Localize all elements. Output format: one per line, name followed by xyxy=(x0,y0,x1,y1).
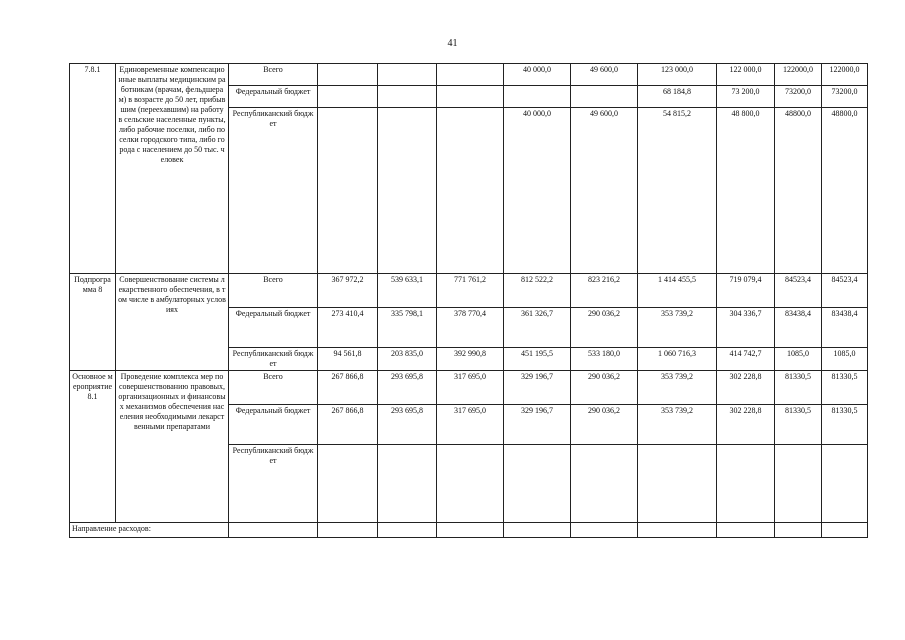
funding-source-label: Всего xyxy=(229,371,318,405)
value-cell xyxy=(318,108,378,274)
funding-source-label: Федеральный бюджет xyxy=(229,405,318,445)
value-cell: 1085,0 xyxy=(775,348,822,371)
value-cell xyxy=(504,86,571,108)
value-cell xyxy=(378,445,437,523)
value-cell: 353 739,2 xyxy=(638,308,717,348)
value-cell: 367 972,2 xyxy=(318,274,378,308)
value-cell: 122000,0 xyxy=(775,64,822,86)
row-name: Совершенствование системы лекарственного обеспечения, в том числе в амбулаторных условиях xyxy=(116,274,229,371)
value-cell: 48 800,0 xyxy=(717,108,775,274)
value-cell: 353 739,2 xyxy=(638,405,717,445)
expense-direction-label: Направление расходов: xyxy=(70,523,229,538)
value-cell: 81330,5 xyxy=(822,405,868,445)
value-cell xyxy=(378,86,437,108)
value-cell: 81330,5 xyxy=(822,371,868,405)
funding-source-label: Федеральный бюджет xyxy=(229,308,318,348)
value-cell: 83438,4 xyxy=(822,308,868,348)
value-cell: 317 695,0 xyxy=(437,405,504,445)
empty-cell xyxy=(229,523,318,538)
value-cell: 304 336,7 xyxy=(717,308,775,348)
value-cell: 83438,4 xyxy=(775,308,822,348)
budget-table xyxy=(69,63,868,538)
value-cell xyxy=(437,445,504,523)
value-cell xyxy=(437,64,504,86)
value-cell: 539 633,1 xyxy=(378,274,437,308)
empty-cell xyxy=(822,523,868,538)
value-cell: 353 739,2 xyxy=(638,371,717,405)
table-row xyxy=(70,274,868,308)
value-cell: 73 200,0 xyxy=(717,86,775,108)
empty-cell xyxy=(571,523,638,538)
value-cell: 293 695,8 xyxy=(378,371,437,405)
empty-cell xyxy=(437,523,504,538)
value-cell: 267 866,8 xyxy=(318,371,378,405)
value-cell: 123 000,0 xyxy=(638,64,717,86)
value-cell: 317 695,0 xyxy=(437,371,504,405)
value-cell: 1 060 716,3 xyxy=(638,348,717,371)
table-row xyxy=(70,64,868,86)
value-cell: 392 990,8 xyxy=(437,348,504,371)
value-cell: 273 410,4 xyxy=(318,308,378,348)
value-cell: 122000,0 xyxy=(822,64,868,86)
footer-row xyxy=(70,523,868,538)
value-cell xyxy=(717,445,775,523)
value-cell: 84523,4 xyxy=(775,274,822,308)
value-cell: 290 036,2 xyxy=(571,308,638,348)
value-cell: 1085,0 xyxy=(822,348,868,371)
value-cell: 414 742,7 xyxy=(717,348,775,371)
value-cell: 81330,5 xyxy=(775,405,822,445)
value-cell: 40 000,0 xyxy=(504,108,571,274)
value-cell: 122 000,0 xyxy=(717,64,775,86)
value-cell: 94 561,8 xyxy=(318,348,378,371)
funding-source-label: Всего xyxy=(229,64,318,86)
empty-cell xyxy=(775,523,822,538)
value-cell: 84523,4 xyxy=(822,274,868,308)
row-name: Проведение комплекса мер по совершенствованию правовых, организационных и финансовых механизмов обеспечения населения необходимыми лекарственными препаратами xyxy=(116,371,229,523)
value-cell xyxy=(378,64,437,86)
value-cell: 719 079,4 xyxy=(717,274,775,308)
value-cell: 73200,0 xyxy=(822,86,868,108)
value-cell xyxy=(318,445,378,523)
funding-source-label: Республиканский бюджет xyxy=(229,348,318,371)
row-name: Единовременные компенсационные выплаты медицинским работникам (врачам, фельдшерам) в возрасте до 50 лет, прибывшим (переехавшим) на работу в сельские населенные пункты, либо рабочие поселки, либо поселки городского типа, либо города с населением до 50 тыс. человек xyxy=(116,64,229,274)
value-cell: 290 036,2 xyxy=(571,405,638,445)
value-cell: 451 195,5 xyxy=(504,348,571,371)
funding-source-label: Республиканский бюджет xyxy=(229,108,318,274)
value-cell: 812 522,2 xyxy=(504,274,571,308)
empty-cell xyxy=(378,523,437,538)
empty-cell xyxy=(638,523,717,538)
value-cell: 302 228,8 xyxy=(717,405,775,445)
value-cell: 49 600,0 xyxy=(571,108,638,274)
value-cell: 290 036,2 xyxy=(571,371,638,405)
row-code: Основное мероприятие 8.1 xyxy=(70,371,116,523)
value-cell: 267 866,8 xyxy=(318,405,378,445)
value-cell: 68 184,8 xyxy=(638,86,717,108)
value-cell: 48800,0 xyxy=(822,108,868,274)
value-cell: 48800,0 xyxy=(775,108,822,274)
empty-cell xyxy=(318,523,378,538)
value-cell: 203 835,0 xyxy=(378,348,437,371)
value-cell xyxy=(318,64,378,86)
value-cell xyxy=(378,108,437,274)
row-code: Подпрограмма 8 xyxy=(70,274,116,371)
value-cell xyxy=(571,445,638,523)
empty-cell xyxy=(504,523,571,538)
value-cell: 1 414 455,5 xyxy=(638,274,717,308)
value-cell: 73200,0 xyxy=(775,86,822,108)
value-cell xyxy=(571,86,638,108)
empty-cell xyxy=(717,523,775,538)
value-cell: 302 228,8 xyxy=(717,371,775,405)
value-cell: 40 000,0 xyxy=(504,64,571,86)
page-number: 41 xyxy=(447,38,458,49)
value-cell xyxy=(437,86,504,108)
value-cell xyxy=(822,445,868,523)
value-cell: 771 761,2 xyxy=(437,274,504,308)
value-cell xyxy=(504,445,571,523)
value-cell: 533 180,0 xyxy=(571,348,638,371)
value-cell: 49 600,0 xyxy=(571,64,638,86)
value-cell: 54 815,2 xyxy=(638,108,717,274)
value-cell: 823 216,2 xyxy=(571,274,638,308)
value-cell xyxy=(638,445,717,523)
funding-source-label: Всего xyxy=(229,274,318,308)
value-cell: 361 326,7 xyxy=(504,308,571,348)
table-row xyxy=(70,371,868,405)
funding-source-label: Федеральный бюджет xyxy=(229,86,318,108)
funding-source-label: Республиканский бюджет xyxy=(229,445,318,523)
value-cell xyxy=(437,108,504,274)
value-cell: 329 196,7 xyxy=(504,371,571,405)
value-cell: 378 770,4 xyxy=(437,308,504,348)
value-cell xyxy=(775,445,822,523)
value-cell: 81330,5 xyxy=(775,371,822,405)
value-cell xyxy=(318,86,378,108)
value-cell: 329 196,7 xyxy=(504,405,571,445)
row-code: 7.8.1 xyxy=(70,64,116,274)
value-cell: 335 798,1 xyxy=(378,308,437,348)
value-cell: 293 695,8 xyxy=(378,405,437,445)
